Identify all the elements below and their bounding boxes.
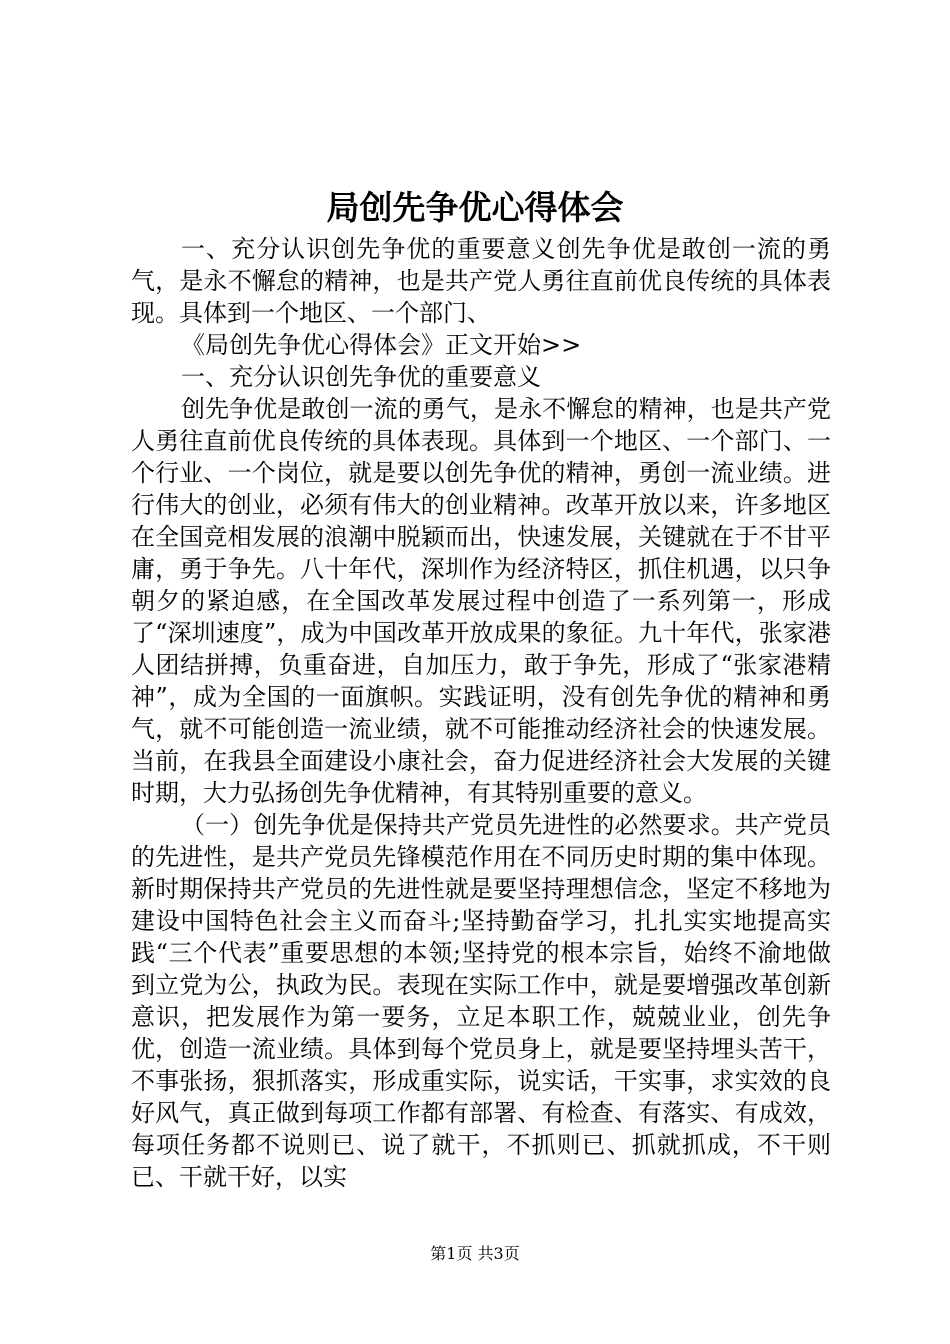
paragraph-body-2: （一）创先争优是保持共产党员先进性的必然要求。共产党员的先进性，是共产党员先锋模范作用在不同历史时期的集中体现。新时期保持共产党员的先进性就是要坚持理想信念，坚定不移地为建设中国特色社会主义而奋斗;坚持勤奋学习，扎扎实实地提高实践“三个代表”重要思想的本领;坚持党的根本宗旨，始终不渝地做到立党为公，执政为民。表现在实际工作中，就是要增强改革创新意识，把发展作为第一要务，立足本职工作，兢兢业业，创先争优，创造一流业绩。具体到每个党员身上，就是要坚持埋头苦干，不事张扬，狠抓落实，形成重实际，说实话，干实事，求实效的良好风气，真正做到每项工作都有部署、有检查、有落实、有成效，每项任务都不说则已、说了就干，不抓则已、抓就抓成，不干则已、干就干好，以实 (131, 811, 831, 1191)
section-heading: 一、充分认识创先争优的重要意义 (181, 363, 541, 391)
paragraph-start-marker: 《局创先争优心得体会》正文开始>> (181, 331, 582, 359)
paragraph-intro: 一、充分认识创先争优的重要意义创先争优是敢创一流的勇气，是永不懈怠的精神，也是共产党人勇往直前优良传统的具体表现。具体到一个地区、一个部门、 (131, 235, 831, 327)
document-body (131, 233, 831, 1193)
page-footer: 第1页 共3页 (430, 1244, 520, 1263)
paragraph-body-1: 创先争优是敢创一流的勇气，是永不懈怠的精神，也是共产党人勇往直前优良传统的具体表现。具体到一个地区、一个部门、一个行业、一个岗位，就是要以创先争优的精神，勇创一流业绩。进行伟大的创业，必须有伟大的创业精神。改革开放以来，许多地区在全国竞相发展的浪潮中脱颖而出，快速发展，关键就在于不甘平庸，勇于争先。八十年代，深圳作为经济特区，抓住机遇，以只争朝夕的紧迫感，在全国改革发展过程中创造了一系列第一，形成了“深圳速度”，成为中国改革开放成果的象征。九十年代，张家港人团结拼搏，负重奋进，自加压力，敢于争先，形成了“张家港精神”，成为全国的一面旗帜。实践证明，没有创先争优的精神和勇气，就不可能创造一流业绩，就不可能推动经济社会的快速发展。当前，在我县全面建设小康社会，奋力促进经济社会大发展的关键时期，大力弘扬创先争优精神，有其特别重要的意义。 (131, 395, 831, 807)
document-title: 局创先争优心得体会 (326, 188, 624, 227)
